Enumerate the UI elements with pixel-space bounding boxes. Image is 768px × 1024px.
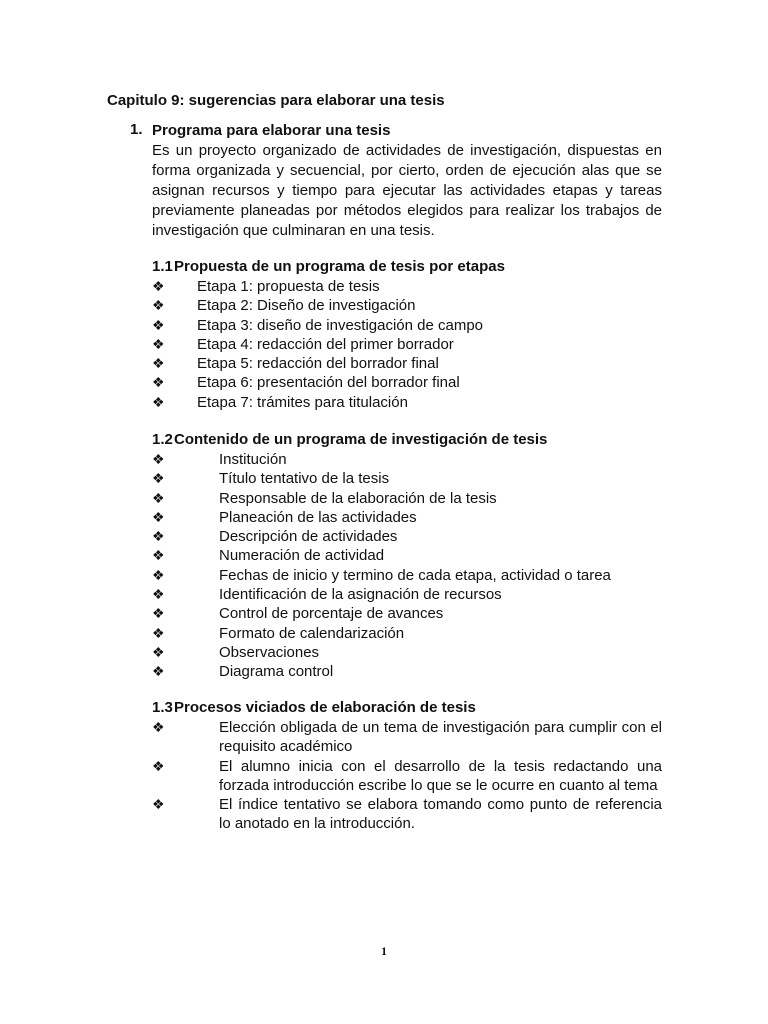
subsection-1-1-heading [152,257,662,277]
list-item [152,624,662,643]
diamond-bullet-icon: ❖ [152,470,165,487]
section-1-paragraph: Es un proyecto organizado de actividades de investigación, dispuestas en forma organizada y secuencial, por cierto, orden de ejecución alas que se asignan recursos y tiempo para ejecutar las actividades etapas y tareas previamente planeadas por métodos elegidos para realizar los trabajos de investigación que culminaran en una tesis. [152,142,662,239]
list-item [152,795,662,834]
list-item-text: Observaciones [219,643,320,661]
diamond-bullet-icon: ❖ [152,624,165,641]
list-item-text: Título tentativo de la tesis [219,470,390,488]
list-item [152,527,662,546]
list-item-text: El índice tentativo se elabora tomando como punto de referencia lo anotado en la introducción. [219,796,662,833]
list-item-text: Institución [219,451,287,468]
subsection-1-1-title: Propuesta de un programa de tesis por etapas [174,258,505,275]
list-item-text: Identificación de la asignación de recursos [219,586,502,604]
diamond-bullet-icon: ❖ [152,393,165,410]
diamond-bullet-icon: ❖ [152,355,165,372]
list-item-text: Responsable de la elaboración de la tesis [219,489,497,507]
list-item-text: Etapa 6: presentación del borrador final [197,374,460,392]
diamond-bullet-icon: ❖ [152,643,165,660]
list-item-text: El alumno inicia con el desarrollo de la tesis redactando una forzada introducción escribe lo que se le ocurre en cuanto al tema [219,757,662,794]
list-item-text: Formato de calendarización [219,624,405,642]
list-item-text: Diagrama control [219,663,334,681]
section-1 [130,121,662,241]
diamond-bullet-icon: ❖ [152,451,165,467]
list-item [152,546,662,565]
list-item [152,585,662,604]
list-item [152,489,662,508]
diamond-bullet-icon: ❖ [152,719,165,735]
subsection-1-2-title: Contenido de un programa de investigación de tesis [174,431,548,448]
subsection-1-2 [152,430,662,682]
diamond-bullet-icon: ❖ [152,316,165,333]
diamond-bullet-icon: ❖ [152,757,165,774]
list-item-text: Etapa 1: propuesta de tesis [197,278,380,295]
diamond-bullet-icon: ❖ [152,586,165,603]
diamond-bullet-icon: ❖ [152,605,165,622]
list-item [152,508,662,527]
contenido-list [152,450,662,682]
list-item [152,296,662,315]
subsection-1-3 [152,698,662,834]
diamond-bullet-icon: ❖ [152,796,165,813]
diamond-bullet-icon: ❖ [152,489,165,506]
list-item [152,757,662,796]
subsection-1-1 [152,257,662,412]
diamond-bullet-icon: ❖ [152,374,165,391]
list-item [152,393,662,412]
list-item-text: Etapa 5: redacción del borrador final [197,355,439,373]
list-item [152,335,662,354]
list-item [152,718,662,757]
diamond-bullet-icon: ❖ [152,278,165,294]
subsection-1-3-number: 1.3 [152,699,173,716]
diamond-bullet-icon: ❖ [152,508,165,525]
diamond-bullet-icon: ❖ [152,663,165,680]
list-item-text: Etapa 2: Diseño de investigación [197,297,416,315]
subsection-1-1-number: 1.1 [152,258,173,275]
section-1-number: 1. [130,121,143,138]
list-item [152,373,662,392]
list-item [152,354,662,373]
list-item-text: Etapa 7: trámites para titulación [197,393,408,411]
list-item [152,277,662,296]
list-item-text: Elección obligada de un tema de investigación para cumplir con el requisito académico [219,719,662,756]
diamond-bullet-icon: ❖ [152,528,165,545]
subsection-1-2-heading [152,430,662,450]
list-item [152,450,662,469]
subsection-1-3-title: Procesos viciados de elaboración de tesis [174,699,476,716]
section-1-heading: Programa para elaborar una tesis [152,122,391,139]
page-number: 1 [381,944,387,958]
diamond-bullet-icon: ❖ [152,566,165,583]
list-item-text: Etapa 3: diseño de investigación de campo [197,316,484,334]
list-item-text: Numeración de actividad [219,547,385,565]
list-item [152,643,662,662]
list-item [152,469,662,488]
list-item [152,604,662,623]
list-item-text: Control de porcentaje de avances [219,605,444,623]
list-item-text: Planeación de las actividades [219,508,417,526]
list-item [152,316,662,335]
list-item [152,566,662,585]
procesos-list [152,718,662,834]
chapter-title: Capitulo 9: sugerencias para elaborar una tesis [107,92,445,109]
diamond-bullet-icon: ❖ [152,335,165,352]
subsection-1-3-heading [152,698,662,718]
list-item-text: Fechas de inicio y termino de cada etapa, actividad o tarea [219,566,611,584]
diamond-bullet-icon: ❖ [152,547,165,564]
diamond-bullet-icon: ❖ [152,297,165,314]
etapas-list [152,277,662,412]
list-item-text: Descripción de actividades [219,528,398,546]
subsection-1-2-number: 1.2 [152,431,173,448]
list-item [152,662,662,681]
list-item-text: Etapa 4: redacción del primer borrador [197,335,454,353]
